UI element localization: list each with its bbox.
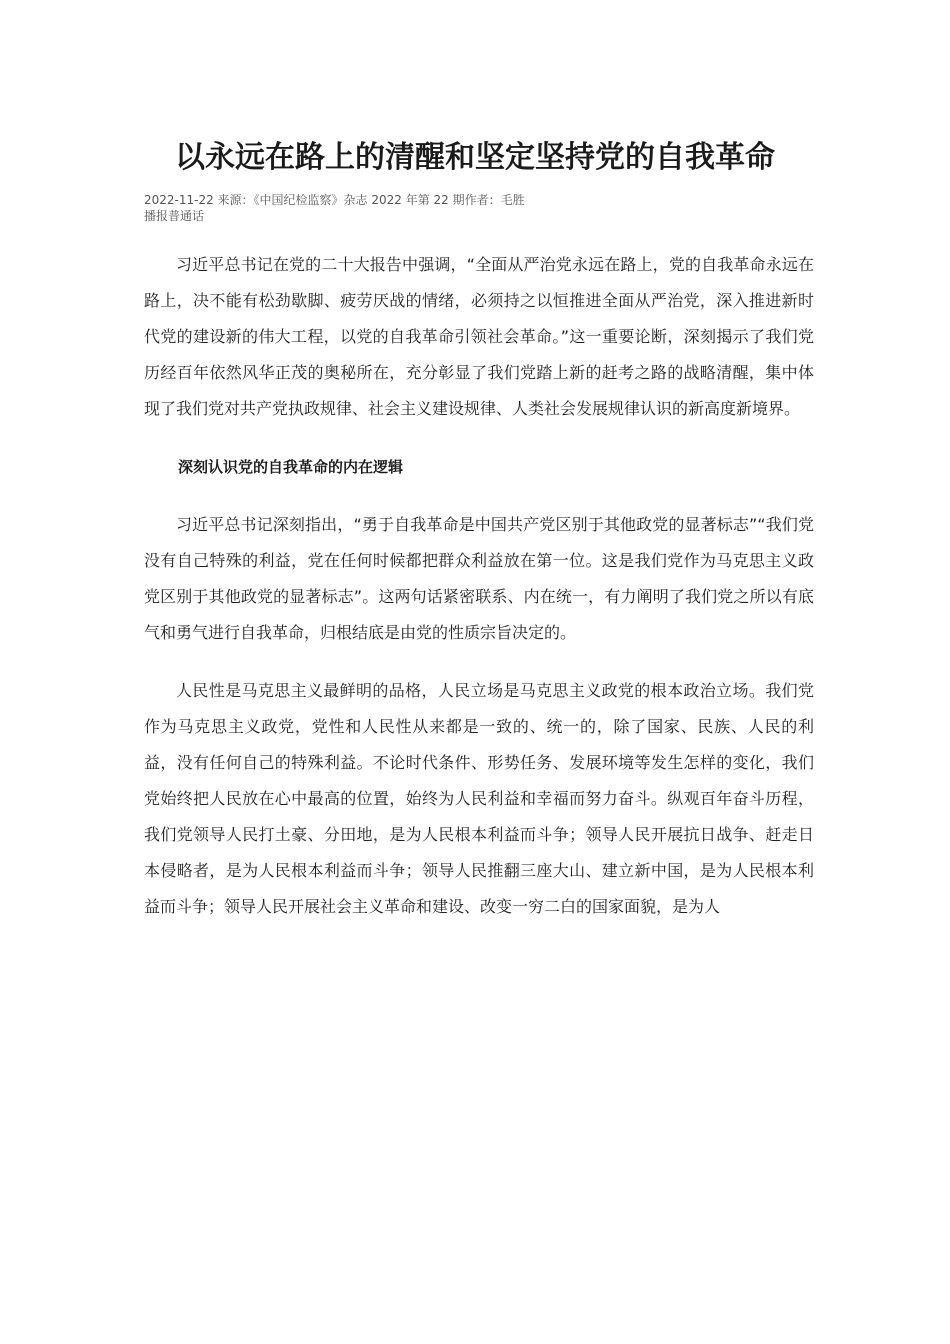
paragraph-1: 习近平总书记在党的二十大报告中强调，“全面从严治党永远在路上，党的自我革命永远在路上，决不能有松劲歇脚、疲劳厌战的情绪，必须持之以恒推进全面从严治党，深入推进新时代党的建设新的伟大工程，以党的自我革命引领社会革命。”这一重要论断，深刻揭示了我们党历经百年依然风华正茂的奥秘所在，充分彰显了我们党踏上新的赶考之路的战略清醒，集中体现了我们党对共产党执政规律、社会主义建设规律、人类社会发展规律认识的新高度新境界。 [144,255,814,418]
article-meta [144,192,525,224]
paragraph-3: 人民性是马克思主义最鲜明的品格，人民立场是马克思主义政党的根本政治立场。我们党作为马克思主义政党，党性和人民性从来都是一致的、统一的，除了国家、民族、人民的利益，没有任何自己的特殊利益。不论时代条件、形势任务、发展环境等发生怎样的变化，我们党始终把人民放在心中最高的位置，始终为人民利益和幸福而努力奋斗。纵观百年奋斗历程，我们党领导人民打土豪、分田地，是为人民根本利益而斗争；领导人民开展抗日战争、赶走日本侵略者，是为人民根本利益而斗争；领导人民推翻三座大山、建立新中国，是为人民根本利益而斗争；领导人民开展社会主义革命和建设、改变一穷二白的国家面貌，是为人 [144,681,814,916]
article-title: 以永远在路上的清醒和坚定坚持党的自我革命 [175,140,775,175]
publish-info: 2022-11-22 来源：《中国纪检监察》杂志 2022 年第 22 期作者：毛胜 [144,193,525,207]
paragraph-2: 习近平总书记深刻指出，“勇于自我革命是中国共产党区别于其他政党的显著标志”“我们党没有自己特殊的利益，党在任何时候都把群众利益放在第一位。这是我们党作为马克思主义政党区别于其他政党的显著标志”。这两句话紧密联系、内在统一，有力阐明了我们党之所以有底气和勇气进行自我革命，归根结底是由党的性质宗旨决定的。 [144,515,814,642]
section-heading: 深刻认识党的自我革命的内在逻辑 [178,458,404,476]
article-body [144,247,814,947]
audio-playback-link[interactable]: 播报普通话 [144,209,205,223]
